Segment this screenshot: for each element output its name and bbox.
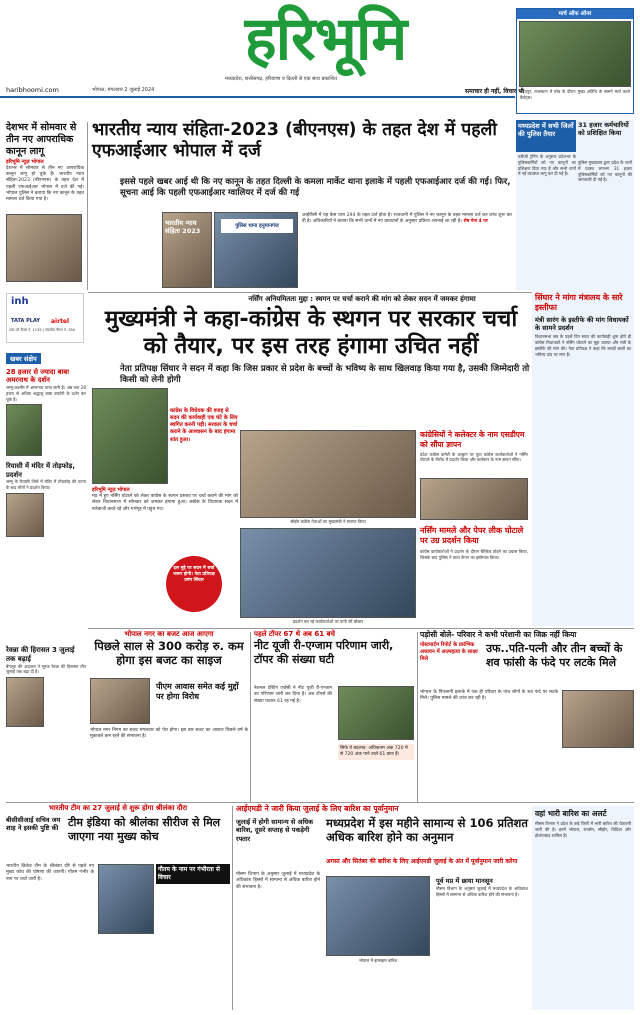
masthead [0, 0, 640, 100]
far-right-head: वहां भारी बारिश का अलर्ट [535, 809, 607, 818]
main-byline: हरिभूमि न्यूज़ भोपाल [92, 487, 130, 493]
main-side-subhead: मंत्री सारंग के इस्तीफे की मांग विधायकों के सामने प्रदर्शन [535, 316, 629, 333]
imd-body: मौसम विभाग के अनुसार जुलाई में मध्यप्रदेश के अधिकांश हिस्सों में सामान्य से अधिक बारिश होने की संभावना है। [236, 872, 320, 890]
imd-caption: भोपाल में झमाझम बारिश [358, 958, 398, 963]
main-photo-protest [240, 528, 416, 618]
main-body: मप्र में हुए नर्सिंग घोटाले को लेकर कांग्रेस के स्थगन प्रस्ताव पर चर्चा कराने की मांग को लेकर विधानसभा में सोमवार को जमकर हंगामा हुआ। कांग्रेस के विधायक सदन में नारेबाजी करते रहे और गर्भगृह में पहुंच गए। [92, 494, 238, 512]
divider [417, 632, 418, 802]
budget-body: भोपाल नगर निगम का बजट मंगलवार को पेश होगा। इस बार बजट का आकार पिछले वर्ष के मुकाबले कम रहने की संभावना है। [90, 728, 248, 740]
right-box-text: एडीजी ट्रेनिंग के अनुसार प्रदेशभर के पुलिसकर्मियों को नए कानूनों का प्रशिक्षण दिया गया है और सभी थानों में नई व्यवस्था लागू कर दी गई है। [518, 154, 576, 177]
divider [250, 632, 251, 802]
neet-kicker: पहले टॉपर 67 थे अब 61 बचे [254, 630, 335, 638]
brief3 [6, 646, 86, 796]
brief3-head: रेवन्ना की हिरासत 3 जुलाई तक बढ़ाई [6, 646, 75, 663]
sl-head: टीम इंडिया को श्रीलंका सीरीज से मिल जाएगा नया मुख्य कोच [68, 816, 221, 843]
budget-photo [90, 678, 150, 724]
budget-story [90, 630, 248, 800]
slogan: समाचार ही नहीं, विचार भी [465, 88, 524, 95]
ad-inh[interactable] [6, 293, 84, 343]
brief2-text: जम्मू के रियासी जिले में मंदिर में तोड़फोड़ की घटना के बाद लोगों ने प्रदर्शन किया। [6, 479, 86, 491]
lead-body [302, 213, 512, 287]
sl-kicker: भारतीय टीम का 27 जुलाई से शुरू होगा श्रीलंका दौरा [48, 804, 188, 812]
far-right-text: मौसम विभाग ने प्रदेश के कई जिलों में भारी बारिश की चेतावनी जारी की है। इनमें भोपाल, रायसेन, सीहोर, विदिशा और होशंगाबाद शामिल हैं। [535, 821, 631, 838]
imd-box-text: मौसम विभाग के अनुसार जुलाई में मध्यप्रदेश के अधिकांश हिस्सों में सामान्य से अधिक बारिश होने की संभावना है। [436, 886, 528, 897]
khabar-label: खबर संक्षेप [6, 353, 41, 364]
imd-head: मध्यप्रदेश में इस महीने सामान्य से 106 प्रतिशत अधिक बारिश होने का अनुमान [326, 816, 528, 845]
imd-kicker: आईएमडी ने जारी किया जुलाई के लिए बारिश का पूर्वानुमान [236, 804, 399, 813]
sl-side: बीसीसीआई सचिव जय शाह ने इसकी पुष्टि की [6, 816, 61, 833]
main-badge [166, 556, 222, 612]
logo: हरिभूमि [244, 4, 407, 74]
lead-continue[interactable]: शेष पेज 4 पर [463, 219, 488, 225]
main-caption1: सीहोर कांग्रेस नेताओं का मुख्यमंत्री ने स्वागत किया [290, 519, 366, 524]
sl-story [6, 804, 230, 1010]
main-photo-crowd [92, 388, 168, 484]
main-side-text: विधानसभा सत्र के पहले दिन सदन की कार्यवाही शुरू होते ही कांग्रेस विधायकों ने नर्सिंग घोटाले का मुद्दा उठाया और मंत्री के इस्तीफे की मांग की। नेता प्रतिपक्ष ने कहा कि लाखों छात्रों का भविष्य दांव पर लगा है। [535, 334, 631, 357]
lead-photo-police [214, 212, 298, 288]
divider [87, 122, 88, 290]
divider [232, 806, 233, 1010]
imd-story [236, 804, 528, 1010]
neet-body: नेशनल टेस्टिंग एजेंसी ने नीट यूजी री-एग्जाम का परिणाम जारी कर दिया है। अब टॉपर्स की संख्या घटकर 61 रह गई है। [254, 686, 332, 704]
parade-photo [519, 21, 631, 87]
congress-text: प्रदेश कांग्रेस कमेटी के आह्वान पर युवा कांग्रेस कार्यकर्ताओं ने नर्सिंग घोटाले के विरोध में प्रदर्शन किया और कलेक्टर के नाम ज्ञापन सौंपा। [420, 451, 528, 463]
right-col [516, 120, 634, 290]
ad-strip: टाटा प्ले चैनल नं. 1135 | एयरटेल चैनल नं. 350 [9, 328, 76, 332]
masthead-rule [0, 96, 515, 98]
neighbor-kicker: पड़ोसी बोले- परिवार ने कभी परेशानी का जिक्र नहीं किया [420, 630, 577, 639]
airtel-logo: airtel [51, 318, 70, 325]
main-kicker: नर्सिंग अनियमितता मुद्दा : स्थगन पर चर्चा कराने की मांग को लेकर सदन में जमकर हंगामा [248, 295, 476, 303]
main-caption2: प्रदर्शन कर रहे कार्यकर्ताओं पर पानी की बौछार [292, 619, 364, 624]
main-subhead: नेता प्रतिपक्ष सिंघार ने सदन में कहा कि जिस प्रकार से प्रदेश के बच्चों के भविष्य के साथ खिलवाड़ किया गया है, उसकी जिम्मेदारी तो किसी को लेनी होगी [120, 364, 530, 386]
neet-box: सिर्फ ये बदलाव: अधिकतम अंक 720 में से 720 अंक पाने वाले 61 छात्र हैं। [338, 744, 414, 760]
neighbor-story [420, 630, 634, 800]
right-stat-text: पुलिस मुख्यालय द्वारा प्रदेश के थानों में पदस्थ लगभग 31 हजार पुलिसकर्मियों को नए कानूनों की जानकारी दी गई है। [578, 160, 632, 183]
dateline: भोपाल, मंगलवार 2 जुलाई 2024 [92, 87, 155, 93]
main-headline: मुख्यमंत्री ने कहा-कांग्रेस के स्थगन पर सरकार चर्चा को तैयार, पर इस तरह हंगामा उचित नहीं [104, 306, 518, 360]
right-stat-head: 31 हजार कर्मचारियों को प्रशिक्षित किया [578, 121, 629, 137]
nursing-head: नर्सिंग मामले और पेपर लीक घोटाले पर उग्र प्रदर्शन किया [420, 526, 524, 546]
brief1-text: जम्मू-कश्मीर में अमरनाथ यात्रा जारी है। अब तक 28 हजार से अधिक श्रद्धालु बाबा बर्फानी के दर्शन कर चुके हैं। [6, 384, 86, 402]
neet-head: नीट यूजी री-एग्जाम परिणाम जारी, टॉपर की संख्या घटी [254, 639, 394, 666]
imd-photo [326, 876, 430, 956]
right-box-head: मध्यप्रदेश में सभी जिलों की पुलिस तैयार [516, 120, 576, 152]
neighbor-head: उफ..पति-पत्नी और तीन बच्चों के शव फांसी के फंदे पर लटके मिले [486, 642, 623, 669]
far-right [532, 806, 634, 1010]
main-side [532, 290, 634, 626]
brief3-text: बेंगलुरु की अदालत ने सूरज रेवन्ना की हिरासत तीन जुलाई तक बढ़ा दी है। [6, 663, 86, 675]
sl-photo [98, 864, 154, 934]
inh-logo: inh [11, 296, 29, 307]
lead-image-caption: भारतीय न्याय संहिता 2023 [165, 219, 201, 236]
lead-left-box [6, 122, 84, 288]
neet-story [254, 630, 414, 800]
lead-headline: भारतीय न्याय संहिता-2023 (बीएनएस) के तहत देश में पहली एफआईआर भोपाल में दर्ज [92, 120, 497, 161]
main-photo-memo [420, 478, 528, 520]
lead-left-headline: देशभर में सोमवार से तीन नए आपराधिक कानून लागू [6, 122, 77, 157]
website[interactable]: haribhoomi.com [6, 86, 59, 94]
briefs-col [6, 346, 86, 642]
neighbor-sub: पोस्टमार्टम रिपोर्ट के प्रारंभिक अध्ययन में आत्महत्या के साक्ष्य मिले [420, 642, 478, 662]
sl-body: भारतीय क्रिकेट टीम के श्रीलंका दौरे से पहले नए मुख्य कोच की घोषणा की जाएगी। गौतम गंभीर के नाम पर चर्चा जारी है। [6, 864, 94, 882]
nursing-text: कांग्रेस कार्यकर्ताओं ने प्रदर्शन के दौरान बैरिकेड तोड़ने का प्रयास किया, जिसके बाद पुलिस ने वाटर कैनन का इस्तेमाल किया। [420, 548, 528, 560]
congress-head: कांग्रेसियों ने कलेक्टर के नाम एसडीएम को सौंपा ज्ञापन [420, 430, 525, 449]
imd-box: पूर्व मप्र में छाया मानसून [436, 877, 493, 885]
neighbor-body: भोपाल के पिपलानी इलाके में एक ही परिवार के पांच लोगों के शव फंदे पर लटके मिले। पुलिस मामले की जांच कर रही है। [420, 690, 558, 702]
lead-body-text: आईपीसी में यह केस धारा 294 के तहत दर्ज होता है। राजधानी में पुलिस ने नए कानून के तहत मामला दर्ज कर जांच शुरू कर दी है। अधिकारियों ने बताया कि सभी थानों में नए प्रावधानों के अनुसार प्रक्रिया अपनाई जा रही है। [302, 213, 512, 225]
budget-kicker: भोपाल नगर का बजट आज आएगा [124, 630, 214, 638]
lead-left-byline: हरिभूमि न्यूज़ भोपाल [6, 158, 44, 165]
sl-box: गौतम के नाम पर गंभीरता से विचार [156, 864, 230, 884]
imd-left: जुलाई में होगी सामान्य से अधिक बारिश, दूसरे सप्ताह से पकड़ेगी रफ्तार [236, 818, 314, 843]
brief1-head: 28 हजार से ज्यादा बाबा अमरनाथ के दर्शन [6, 368, 69, 385]
brief2-head: रियासी में मंदिर में तोड़फोड़, प्रदर्शन [6, 462, 75, 479]
brief2-photo [6, 493, 44, 537]
topright-tag: मार्च ऑफ ऑनर [517, 9, 633, 19]
lead-left-photo [6, 214, 82, 282]
neet-photo [338, 686, 414, 740]
police-sign: पुलिस थाना हनुमानगंज [221, 219, 293, 233]
tagline: मध्यप्रदेश, छत्तीसगढ़, हरियाणा व दिल्ली से एक साथ प्रकाशित [225, 76, 337, 82]
topright-photo-box [516, 8, 634, 114]
neighbor-photo [562, 690, 634, 748]
main-photo-cm [240, 430, 416, 518]
budget-text: पीएम आवास समेत कई मुद्दों पर होगा विरोध [156, 682, 239, 702]
bottom-rule [6, 802, 634, 803]
budget-head: पिछले साल से 300 करोड़ रु. कम होगा इस बजट का साइज [94, 639, 244, 668]
brief3-photo [6, 677, 44, 727]
main-side-head: सिंघार ने मांगा मंत्रालय के सारे इस्तीफा [535, 293, 623, 312]
tataplay-logo: TATA PLAY [11, 318, 40, 324]
brief1-photo [6, 404, 42, 456]
lead-photo-book [162, 212, 212, 288]
lead-subhead: इससे पहले खबर आई थी कि नए कानून के तहत दिल्ली के कमला मार्केट थाना इलाके में पहली एफआईआर दर्ज की गई। फिर, सूचना आई कि पहली एफआईआर ग्वालियर में दर्ज की गई [120, 177, 511, 199]
mid-rule [88, 628, 634, 629]
topright-caption: उदयपुर, राजस्थान में परेड के दौरान मुख्य अतिथि के सामने मार्च करते कैडेट्स। [520, 89, 630, 100]
main-quote: कांग्रेस के विधेयक की वजह से सदन की कार्यवाही एक घंटे के लिए स्थगित करनी पड़ी। सरकार के चर्चा कराने के आश्वासन के बाद हंगामा शांत हुआ। [170, 408, 238, 443]
imd-sub: अगस्त और सितंबर की बारिश के लिए आईएमडी जुलाई के अंत में पूर्वानुमान जारी करेगा [326, 858, 518, 865]
main-badge-text: इस मुद्दे पर सदन में चर्चा जरूर होगी। नेता प्रतिपक्ष उमंग सिंघार [173, 566, 215, 583]
nursing-box [420, 526, 528, 622]
lead-left-text: देशभर में सोमवार से तीन नए आपराधिक कानून लागू हो चुके हैं। भारतीय न्याय संहिता-2023 (बीएनएस) के तहत देश में पहली एफआईआर भोपाल में दर्ज की गई। भोपाल पुलिस ने बताया कि नए कानून के तहत मामला दर्ज किया गया है। [6, 165, 84, 203]
